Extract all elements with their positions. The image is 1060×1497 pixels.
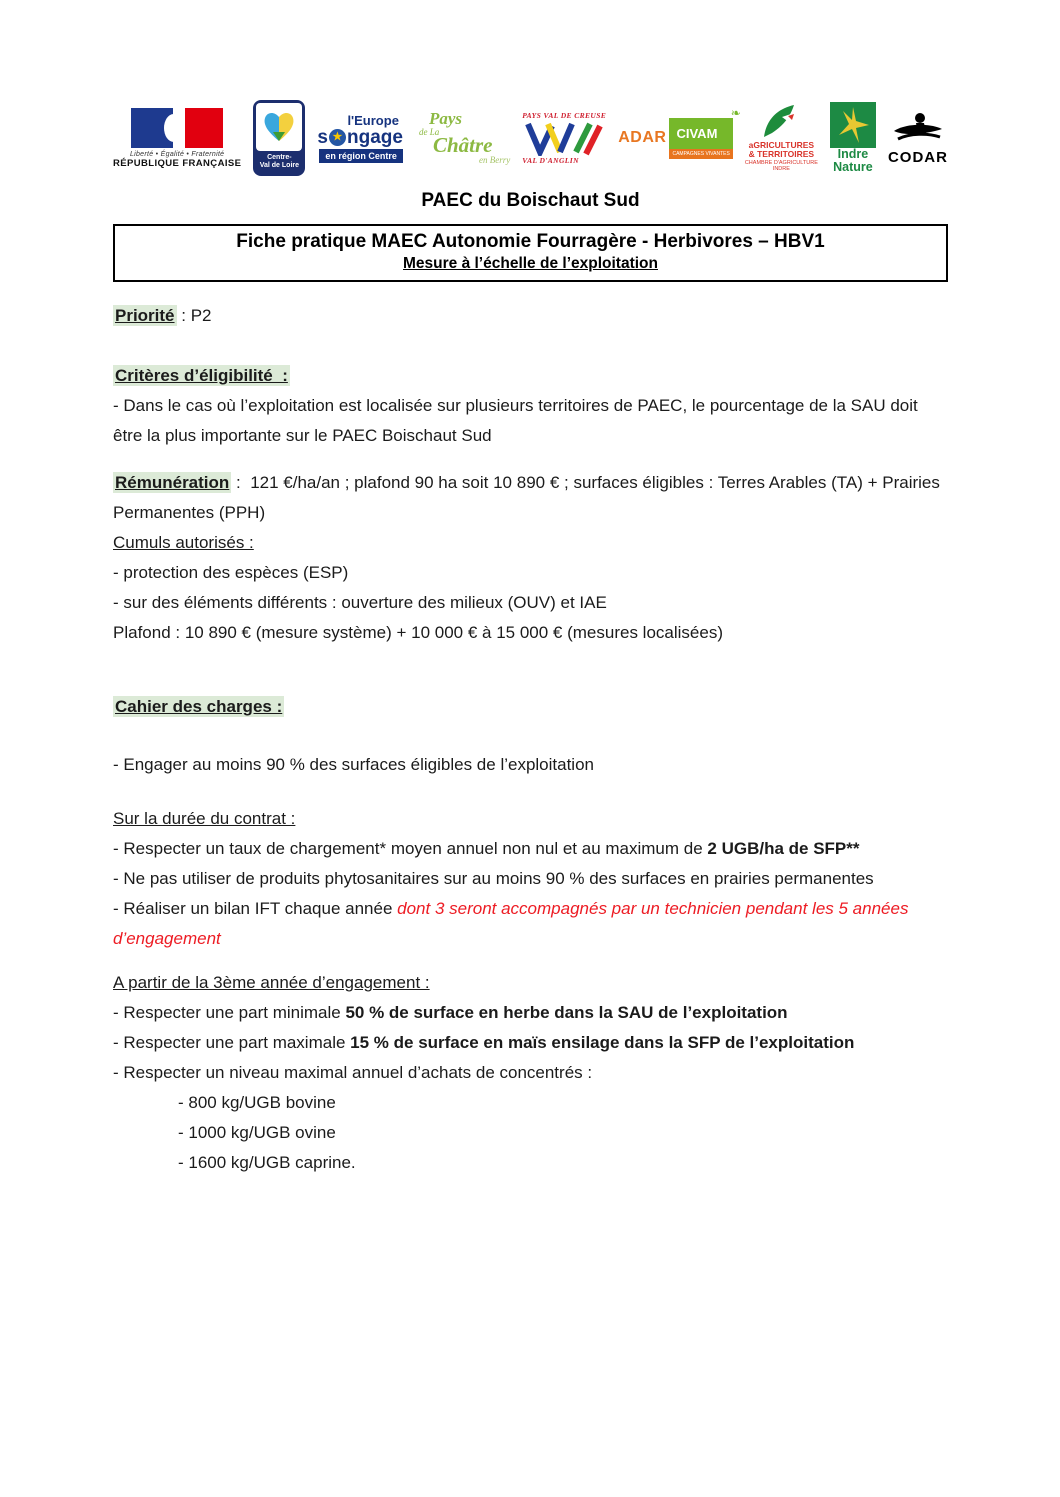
chambre-line1: aGRICULTURES [748,140,815,151]
europe-line2a: s [317,127,328,148]
duree-item-3-red-note: dont 3 seront accompagnés par un technicien pendant les 5 années d’engagement [113,899,914,948]
indre-line1: Indre [837,146,869,161]
title-box [113,224,948,282]
annee3-item-1-bold: 50 % de surface en herbe dans la SAU de l’exploitation [345,1003,788,1022]
annee3-item-2: - Respecter une part maximale 15 % de surface en maïs ensilage dans la SFP de l’exploitation [113,1033,855,1052]
logo-strip [113,96,948,180]
europe-star-icon: ★ [329,129,346,146]
europe-line2b: ngage [346,127,403,148]
cahier-heading: Cahier des charges : [115,697,283,716]
creuse-bottom-label: VAL D'ANGLIN [522,156,579,165]
plafond-line: Plafond : 10 890 € (mesure système) + 10 000 € à 15 000 € (mesures localisées) [113,623,723,642]
adar-civam-logo [618,105,741,159]
bird-icon [830,102,876,148]
chatre-line2: de La [418,126,440,137]
annee3-heading-line [113,968,948,998]
concentres-item-bovine: - 800 kg/UGB bovine [178,1093,336,1112]
annee3-heading: A partir de la 3ème année d’engagement : [113,973,430,992]
duree-heading: Sur la durée du contrat : [113,809,296,828]
centre-val-de-loire-logo [253,100,305,176]
duree-item-3: - Réaliser un bilan IFT chaque année dont 3 seront accompagnés par un technicien pendant les 5 années d’engagement [113,899,914,948]
val-de-creuse-logo [522,111,606,165]
civam-label: CIVAM [669,118,732,149]
cahier-heading-line [113,692,948,722]
criteres-item: - Dans le cas où l’exploitation est localisée sur plusieurs territoires de PAEC, le pourcentage de la SAU doit être la plus importante sur le PAEC Boischaut Sud [113,396,923,445]
codar-logo [888,111,948,166]
pays-de-la-chatre-logo [415,111,510,164]
remuneration-label: Rémunération [115,473,230,492]
duree-item-1-bold: 2 UGB/ha de SFP** [707,839,860,858]
duree-item-2: - Ne pas utiliser de produits phytosanitaires sur au moins 90 % des surfaces en prairies permanentes [113,869,874,888]
annee3-item-3: - Respecter un niveau maximal annuel d’achats de concentrés : [113,1063,593,1082]
chambre-line3: CHAMBRE D'AGRICULTURE [744,159,818,166]
criteres-heading-line [113,361,948,391]
indre-line2: Nature [833,160,873,174]
cumuls-heading-line [113,528,948,558]
document-title: PAEC du Boischaut Sud [421,190,640,211]
adar-label: ADAR [618,129,667,146]
annee3-item-2-bold: 15 % de surface en maïs ensilage dans la SFP de l’exploitation [350,1033,855,1052]
cumuls-item-2: - sur des éléments différents : ouverture des milieux (OUV) et IAE [113,593,607,612]
indre-nature-logo [830,102,876,174]
creuse-top-label: PAYS VAL DE CREUSE [522,111,607,120]
codar-rider-icon [892,111,944,147]
rf-title: RÉPUBLIQUE FRANÇAISE [113,157,242,169]
duree-item-1: - Respecter un taux de chargement* moyen annuel non nul et au maximum de 2 UGB/ha de SFP** [113,839,860,858]
chambre-agriculture-logo [745,103,818,173]
civam-sub-label: CAMPAGNES VIVANTES [669,149,732,159]
cvl-label-2: Val de Loire [259,162,300,170]
remuneration-text: : 121 €/ha/an ; plafond 90 ha soit 10 890 € ; surfaces éligibles : Terres Arables (TA) + Prairies Permanentes (PPH) [113,473,945,522]
cahier-item-1: - Engager au moins 90 % des surfaces éligibles de l’exploitation [113,755,594,774]
annee3-item-1: - Respecter une part minimale 50 % de surface en herbe dans la SAU de l’exploitation [113,1003,788,1022]
priorite-value: : P2 [176,306,212,325]
cumuls-item-1: - protection des espèces (ESP) [113,563,349,582]
w-zigzag-icon [524,120,604,156]
rf-motto: Liberté • Égalité • Fraternité [129,150,225,158]
french-flag-icon [131,108,223,148]
concentres-item-ovine: - 1000 kg/UGB ovine [178,1123,336,1142]
cumuls-heading: Cumuls autorisés : [113,533,254,552]
chatre-line3: Châtre [432,133,493,158]
leaf-icon: ❧ [730,105,741,120]
europe-sengage-logo [317,113,403,163]
chambre-arrow-icon [760,103,802,141]
sheet-subtitle: Mesure à l’échelle de l’exploitation [403,255,658,272]
sheet-title: Fiche pratique MAEC Autonomie Fourragère - Herbivores – HBV1 [236,231,825,252]
codar-label: CODAR [887,148,948,166]
concentres-item-caprine: - 1600 kg/UGB caprine. [178,1153,356,1172]
heart-icon [256,103,302,151]
europe-line1: l'Europe [347,113,399,128]
criteres-heading: Critères d’éligibilité : [115,366,288,385]
europe-line3: en région Centre [319,149,403,163]
duree-heading-line [113,804,948,834]
chambre-line4: INDRE [772,166,790,173]
chambre-line2: & TERRITOIRES [748,149,815,160]
chatre-line1: Pays [428,109,463,129]
priorite-line [113,301,948,331]
priorite-label: Priorité [115,306,175,325]
republique-francaise-logo [113,108,241,169]
cvl-label-1: Centre- [267,154,292,161]
chatre-line4: en Berry [478,155,511,166]
remuneration-line [113,468,948,528]
